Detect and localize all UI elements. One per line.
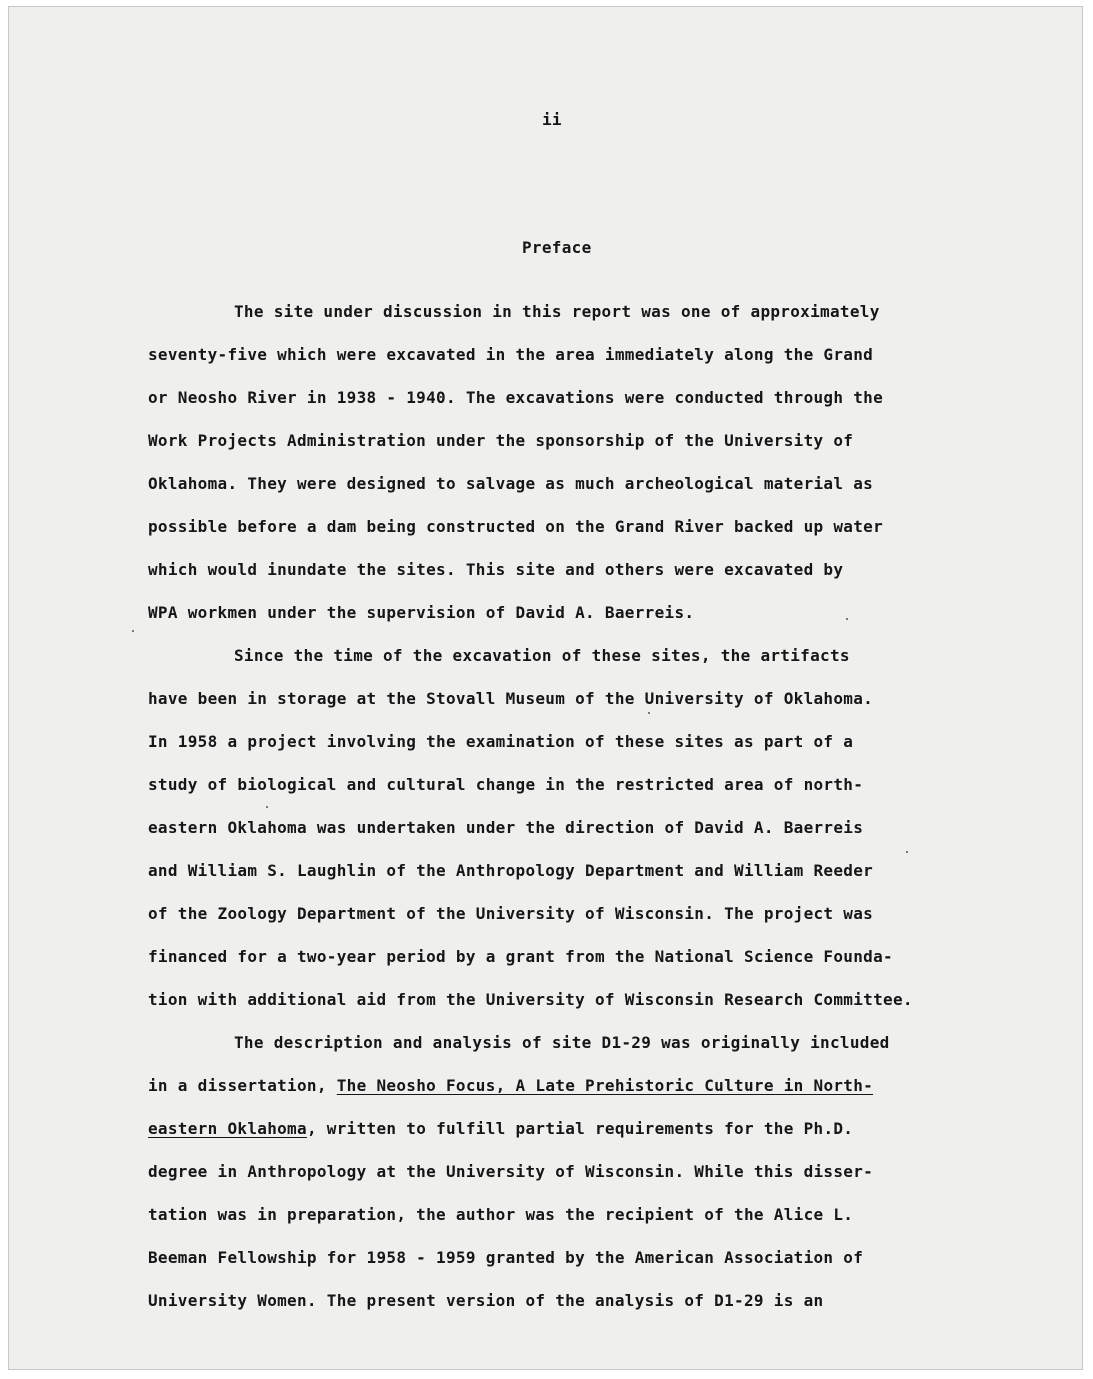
text-line: WPA workmen under the supervision of David A. Baerreis.	[148, 603, 695, 622]
text-line: of the Zoology Department of the University of Wisconsin. The project was	[148, 904, 874, 923]
text-line: tation was in preparation, the author was the recipient of the Alice L.	[148, 1205, 854, 1224]
document-page	[8, 6, 1083, 1370]
text-line: degree in Anthropology at the University of Wisconsin. While this disser-	[148, 1162, 874, 1181]
text-line: Oklahoma. They were designed to salvage as much archeological material as	[148, 474, 874, 493]
text-line: University Women. The present version of the analysis of D1-29 is an	[148, 1291, 824, 1310]
scan-speck	[648, 712, 650, 714]
text-line: Beeman Fellowship for 1958 - 1959 granted by the American Association of	[148, 1248, 864, 1267]
text-line: have been in storage at the Stovall Museum of the University of Oklahoma.	[148, 689, 874, 708]
text-line: Work Projects Administration under the sponsorship of the University of	[148, 431, 854, 450]
text-line: study of biological and cultural change in the restricted area of north-	[148, 775, 864, 794]
text-line: seventy-five which were excavated in the area immediately along the Grand	[148, 345, 874, 364]
text-segment: , written to fulfill partial requirements for the Ph.D.	[306, 1119, 854, 1138]
page-number: ii	[542, 110, 562, 129]
text-line: financed for a two-year period by a grant from the National Science Founda-	[148, 947, 893, 966]
text-line: tion with additional aid from the University of Wisconsin Research Committee.	[148, 990, 913, 1009]
text-line: In 1958 a project involving the examination of these sites as part of a	[148, 732, 854, 751]
text-line: which would inundate the sites. This site and others were excavated by	[148, 560, 844, 579]
text-line: eastern Oklahoma was undertaken under the direction of David A. Baerreis	[148, 818, 864, 837]
scan-speck	[846, 618, 848, 620]
scan-speck	[906, 851, 908, 853]
text-line: The description and analysis of site D1-29 was originally included	[234, 1033, 890, 1052]
dissertation-title: The Neosho Focus, A Late Prehistoric Culture in North-	[336, 1076, 874, 1095]
text-line	[148, 1119, 853, 1138]
page-title: Preface	[522, 238, 592, 257]
text-segment: in a dissertation,	[148, 1076, 337, 1095]
text-line: or Neosho River in 1938 - 1940. The excavations were conducted through the	[148, 388, 884, 407]
text-line	[148, 1076, 873, 1095]
scan-speck	[266, 806, 268, 808]
text-line: and William S. Laughlin of the Anthropology Department and William Reeder	[148, 861, 874, 880]
text-line: The site under discussion in this report was one of approximately	[234, 302, 880, 321]
text-line: possible before a dam being constructed on the Grand River backed up water	[148, 517, 884, 536]
dissertation-title: eastern Oklahoma	[148, 1119, 307, 1138]
scan-speck	[132, 630, 134, 632]
text-line: Since the time of the excavation of these sites, the artifacts	[234, 646, 850, 665]
